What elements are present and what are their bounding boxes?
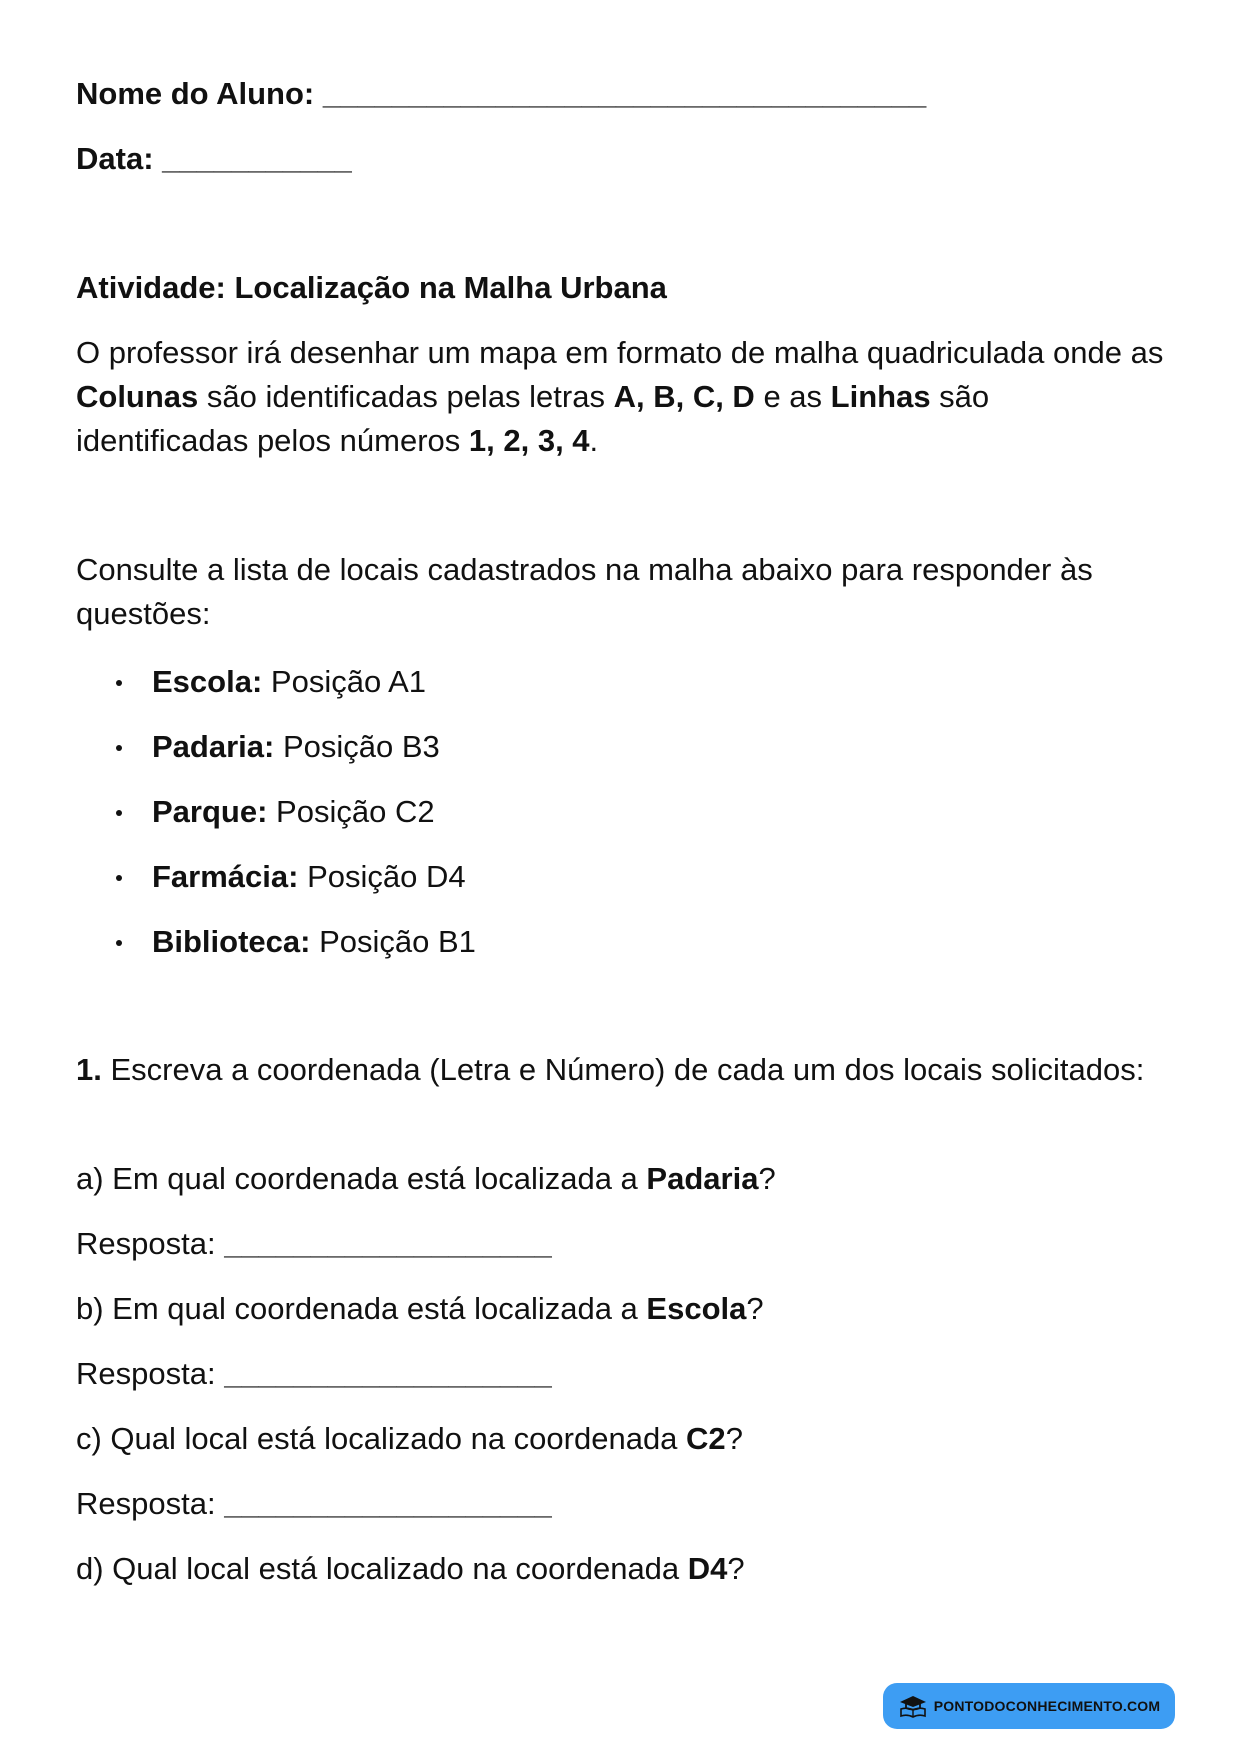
bullet-icon: [116, 745, 122, 751]
answer-blank-a[interactable]: ___________________: [224, 1226, 552, 1261]
brand-label: PONTODOCONHECIMENTO.COM: [933, 1698, 1161, 1714]
answer-line-b: Resposta: ___________________: [76, 1356, 552, 1391]
student-name-blank[interactable]: ___________________________________: [322, 76, 927, 111]
date-blank[interactable]: ___________: [162, 141, 352, 176]
activity-title: Atividade: Localização na Malha Urbana: [76, 270, 667, 305]
intro-paragraph: O professor irá desenhar um mapa em formato de malha quadriculada onde as Colunas são identificadas pelas letras A, B, C, D e as Linhas são identificadas pelos números 1, 2, 3, 4.: [76, 335, 1164, 458]
list-item: Escola: Posição A1: [76, 660, 476, 725]
bullet-icon: [116, 680, 122, 686]
answer-blank-b[interactable]: ___________________: [224, 1356, 552, 1391]
answer-line-a: Resposta: ___________________: [76, 1226, 552, 1261]
list-item: Farmácia: Posição D4: [76, 855, 476, 920]
locations-list: [76, 660, 476, 985]
question-1c: c) Qual local está localizado na coordenada C2?: [76, 1421, 743, 1456]
date-label: Data:: [76, 141, 154, 176]
student-name-line: [76, 72, 926, 116]
list-item: Biblioteca: Posição B1: [76, 920, 476, 985]
list-item: Parque: Posição C2: [76, 790, 476, 855]
brand-badge[interactable]: [883, 1683, 1175, 1729]
answer-line-c: Resposta: ___________________: [76, 1486, 552, 1521]
bullet-icon: [116, 940, 122, 946]
date-line: [76, 137, 352, 181]
question-number: 1.: [76, 1052, 102, 1087]
list-item: Padaria: Posição B3: [76, 725, 476, 790]
student-name-label: Nome do Aluno:: [76, 76, 315, 111]
consult-paragraph: Consulte a lista de locais cadastrados na malha abaixo para responder às questões:: [76, 552, 1093, 631]
answer-blank-c[interactable]: ___________________: [224, 1486, 552, 1521]
question-1: 1. Escreva a coordenada (Letra e Número) de cada um dos locais solicitados:: [76, 1052, 1145, 1087]
bullet-icon: [116, 875, 122, 881]
question-1b: b) Em qual coordenada está localizada a Escola?: [76, 1291, 764, 1326]
question-1a: a) Em qual coordenada está localizada a Padaria?: [76, 1161, 776, 1196]
graduation-book-icon: [898, 1694, 928, 1718]
question-1d: d) Qual local está localizado na coordenada D4?: [76, 1551, 745, 1586]
bullet-icon: [116, 810, 122, 816]
